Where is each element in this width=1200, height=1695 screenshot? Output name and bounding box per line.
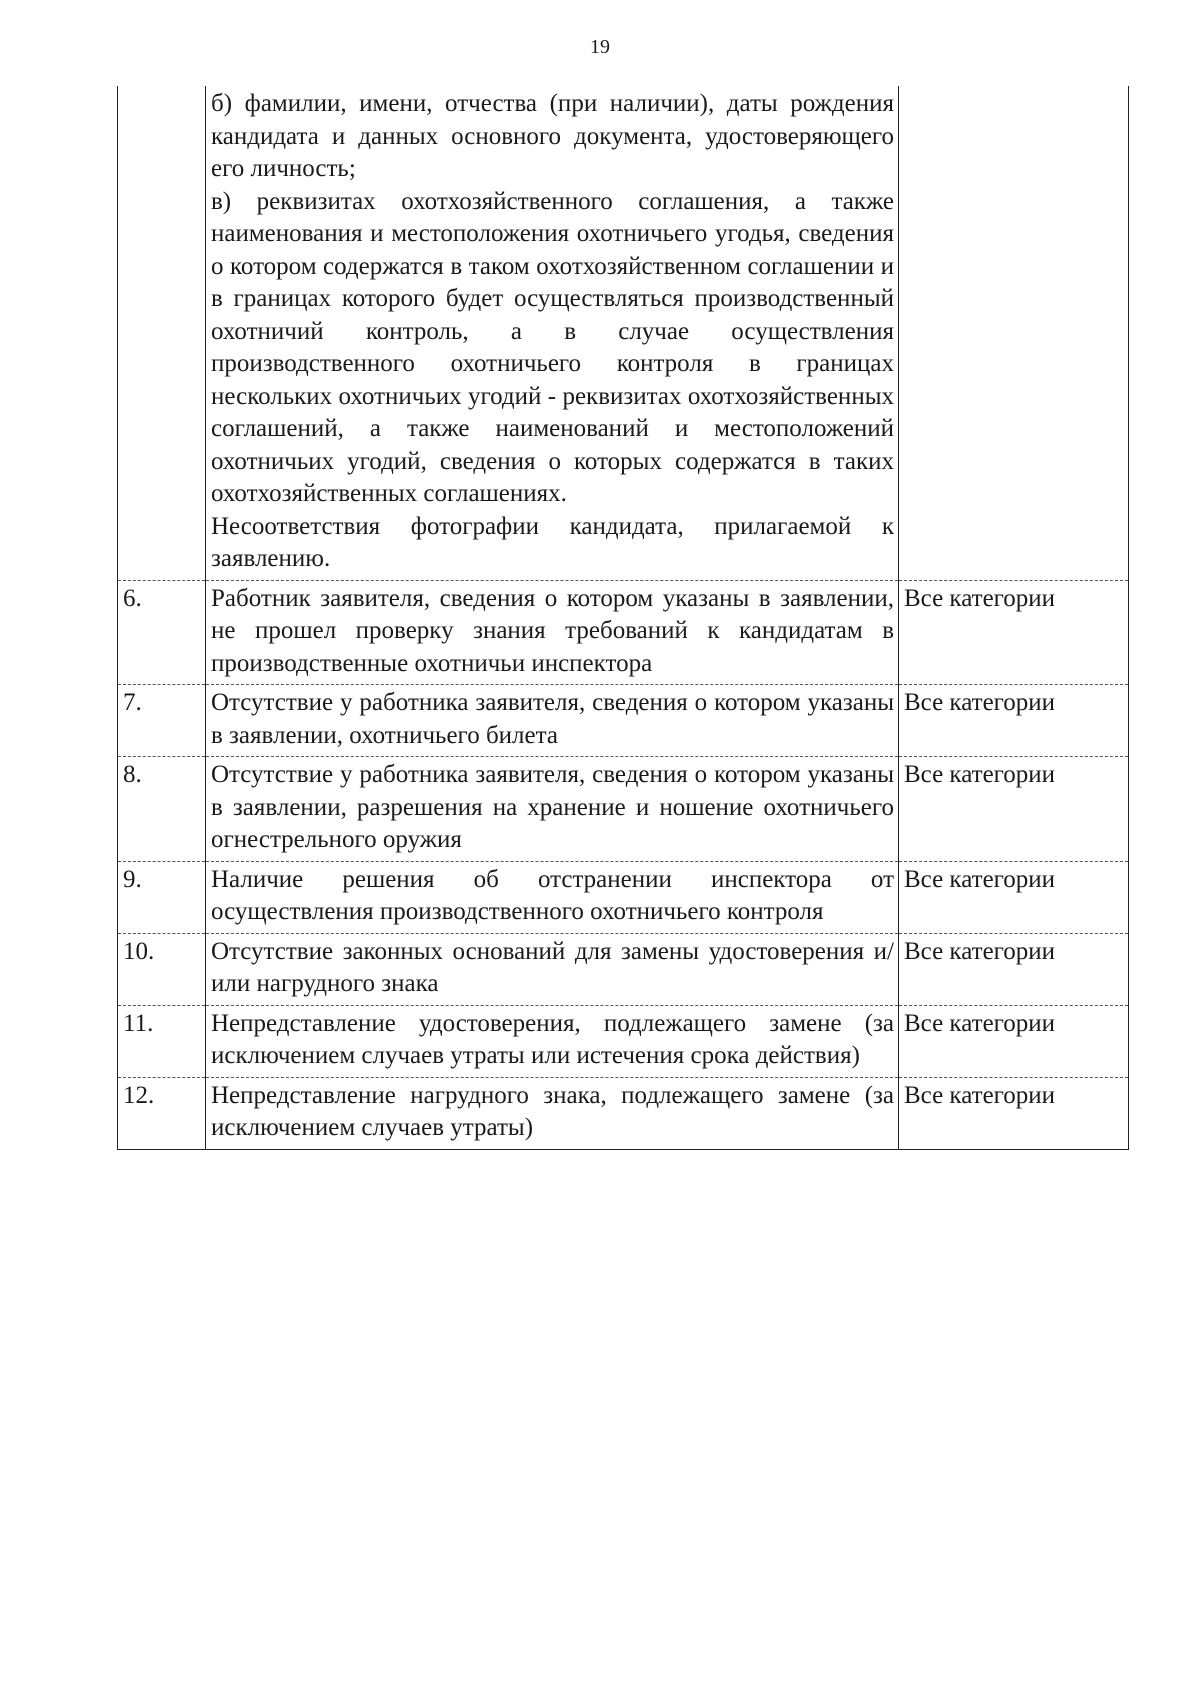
row-text: Отсутствие у работника заявителя, сведения о котором указаны в заявлении, разрешения на хранение и ношение охотничьего огнестрельного оружия xyxy=(206,757,899,862)
row-text: Отсутствие законных оснований для замены удостоверения и/или нагрудного знака xyxy=(206,933,899,1005)
table-row xyxy=(118,757,1129,862)
row-number: 9. xyxy=(118,861,206,933)
row-category: Все категории xyxy=(899,1005,1129,1077)
page-number: 19 xyxy=(590,36,610,58)
row-category: Все категории xyxy=(899,757,1129,862)
row-number: 11. xyxy=(118,1005,206,1077)
paragraph-v: в) реквизитах охотхозяйственного соглашения, а также наименования и местоположения охотничьего угодья, сведения о котором содержатся в таком охотхозяйственном соглашении и в границах которого будет осуществляться производственный охотничий контроль, а в случае осуществления производственного охотничьего контроля в границах нескольких охотничьих угодий - реквизитах охотхозяйственных соглашений, а также наименований и местоположений охотничьих угодий, сведения о которых содержатся в таких охотхозяйственных соглашениях. xyxy=(211,187,894,507)
row-text: Непредставление удостоверения, подлежащего замене (за исключением случаев утраты или истечения срока действия) xyxy=(206,1005,899,1077)
row-number: 8. xyxy=(118,757,206,862)
row-text: Работник заявителя, сведения о котором указаны в заявлении, не прошел проверку знания требований к кандидатам в производственные охотничьи инспектора xyxy=(206,580,899,685)
row-number: 7. xyxy=(118,685,206,757)
row-category: Все категории xyxy=(899,1077,1129,1149)
row-number xyxy=(118,86,206,580)
row-category xyxy=(899,86,1129,580)
row-number: 10. xyxy=(118,933,206,1005)
row-category: Все категории xyxy=(899,685,1129,757)
table-row xyxy=(118,580,1129,685)
row-number: 12. xyxy=(118,1077,206,1149)
row-text: Непредставление нагрудного знака, подлежащего замене (за исключением случаев утраты) xyxy=(206,1077,899,1149)
row-category: Все категории xyxy=(899,933,1129,1005)
row-text: Наличие решения об отстранении инспектора от осуществления производственного охотничьего контроля xyxy=(206,861,899,933)
table-row xyxy=(118,933,1129,1005)
grounds-table xyxy=(117,86,1129,1150)
row-number: 6. xyxy=(118,580,206,685)
row-text xyxy=(206,86,899,580)
paragraph-photo: Несоответствия фотографии кандидата, прилагаемой к заявлению. xyxy=(211,512,894,572)
table-row xyxy=(118,1077,1129,1149)
table-row xyxy=(118,86,1129,580)
table-row xyxy=(118,1005,1129,1077)
table-row xyxy=(118,685,1129,757)
row-category: Все категории xyxy=(899,580,1129,685)
table-row xyxy=(118,861,1129,933)
paragraph-b: б) фамилии, имени, отчества (при наличии), даты рождения кандидата и данных основного документа, удостоверяющего его личность; xyxy=(211,90,894,182)
row-text: Отсутствие у работника заявителя, сведения о котором указаны в заявлении, охотничьего билета xyxy=(206,685,899,757)
row-category: Все категории xyxy=(899,861,1129,933)
